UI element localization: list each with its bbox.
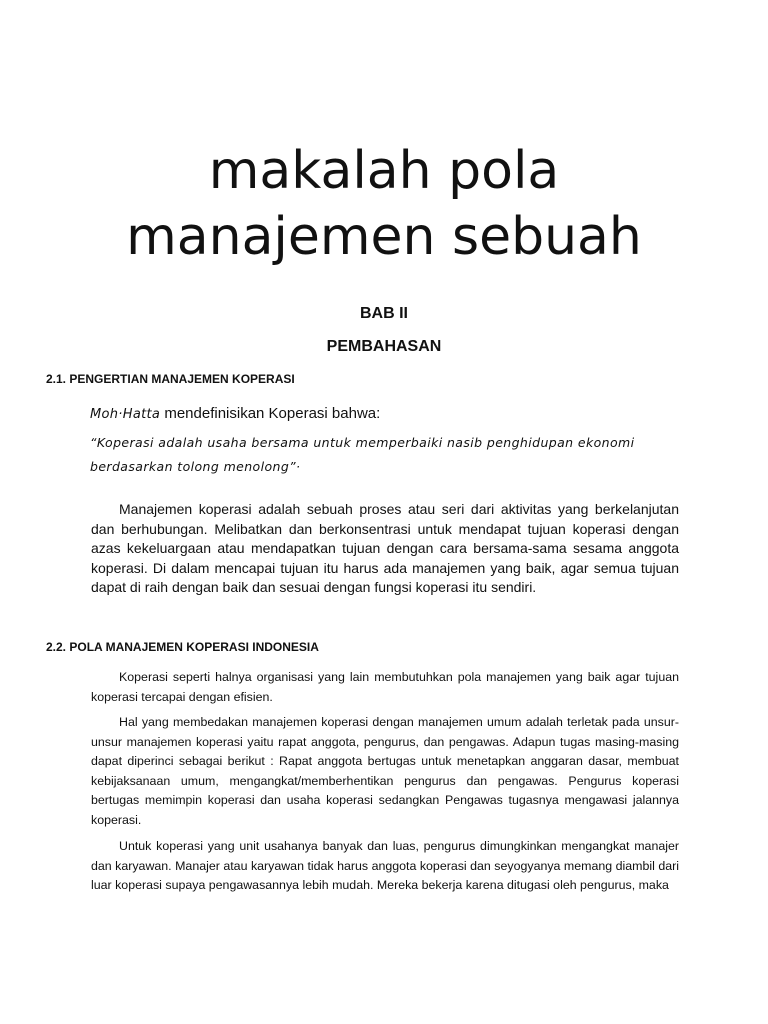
section-2-heading: 2.2. POLA MANAJEMEN KOPERASI INDONESIA [46, 640, 319, 654]
title-line-1: makalah pola [208, 141, 560, 201]
document-title [0, 138, 768, 270]
quote-text: “Koperasi adalah usaha bersama untuk memperbaiki nasib penghidupan ekonomi berdasarkan tolong menolong”· [90, 435, 635, 474]
section-2-paragraph-2: Hal yang membedakan manajemen koperasi dengan manajemen umum adalah terletak pada unsur-unsur manajemen koperasi yaitu rapat anggota, pengurus, dan pengawas. Adapun tugas masing-masing dapat diperinci sebagai berikut : Rapat anggota bertugas untuk menetapkan anggaran dasar, membuat kebijaksanaan umum, mengangkat/memberhentikan pengurus dan pengawas. Pengurus koperasi bertugas memimpin koperasi dan usaha koperasi sedangkan Pengawas tugasnya mengawasi jalannya koperasi. [91, 715, 679, 827]
section-1-heading: 2.1. PENGERTIAN MANAJEMEN KOPERASI [46, 372, 295, 386]
quote-intro: mendefinisikan Koperasi bahwa: [160, 405, 381, 422]
quote-author: Moh·Hatta [90, 407, 161, 422]
chapter-label: BAB II [360, 305, 408, 322]
title-line-2: manajemen sebuah [126, 207, 642, 267]
hatta-quote [90, 404, 710, 479]
quote-intro-line [90, 404, 710, 425]
section-2-paragraph-1: Koperasi seperti halnya organisasi yang lain membutuhkan pola manajemen yang baik agar tujuan koperasi tercapai dengan efisien. [91, 670, 679, 704]
section-2-paragraph-3: Untuk koperasi yang unit usahanya banyak dan luas, pengurus dimungkinkan mengangkat manajer dan karyawan. Manajer atau karyawan tidak harus anggota koperasi dan seyogyanya memang diambil dari luar koperasi supaya pengawasannya lebih mudah. Mereka bekerja karena ditugasi oleh pengurus, maka [91, 839, 679, 892]
section-1-paragraph: Manajemen koperasi adalah sebuah proses atau seri dari aktivitas yang berkelanjutan dan berhubungan. Melibatkan dan berkonsentrasi untuk mendapat tujuan koperasi dengan azas kekeluargaan atau mendapatkan tujuan dengan cara bersama-sama sesama anggota koperasi. Di dalam mencapai tujuan itu harus ada manajemen yang baik, agar semua tujuan dapat di raih dengan baik dan sesuai dengan fungsi koperasi itu sendiri. [91, 501, 679, 595]
chapter-title: PEMBAHASAN [326, 338, 442, 355]
